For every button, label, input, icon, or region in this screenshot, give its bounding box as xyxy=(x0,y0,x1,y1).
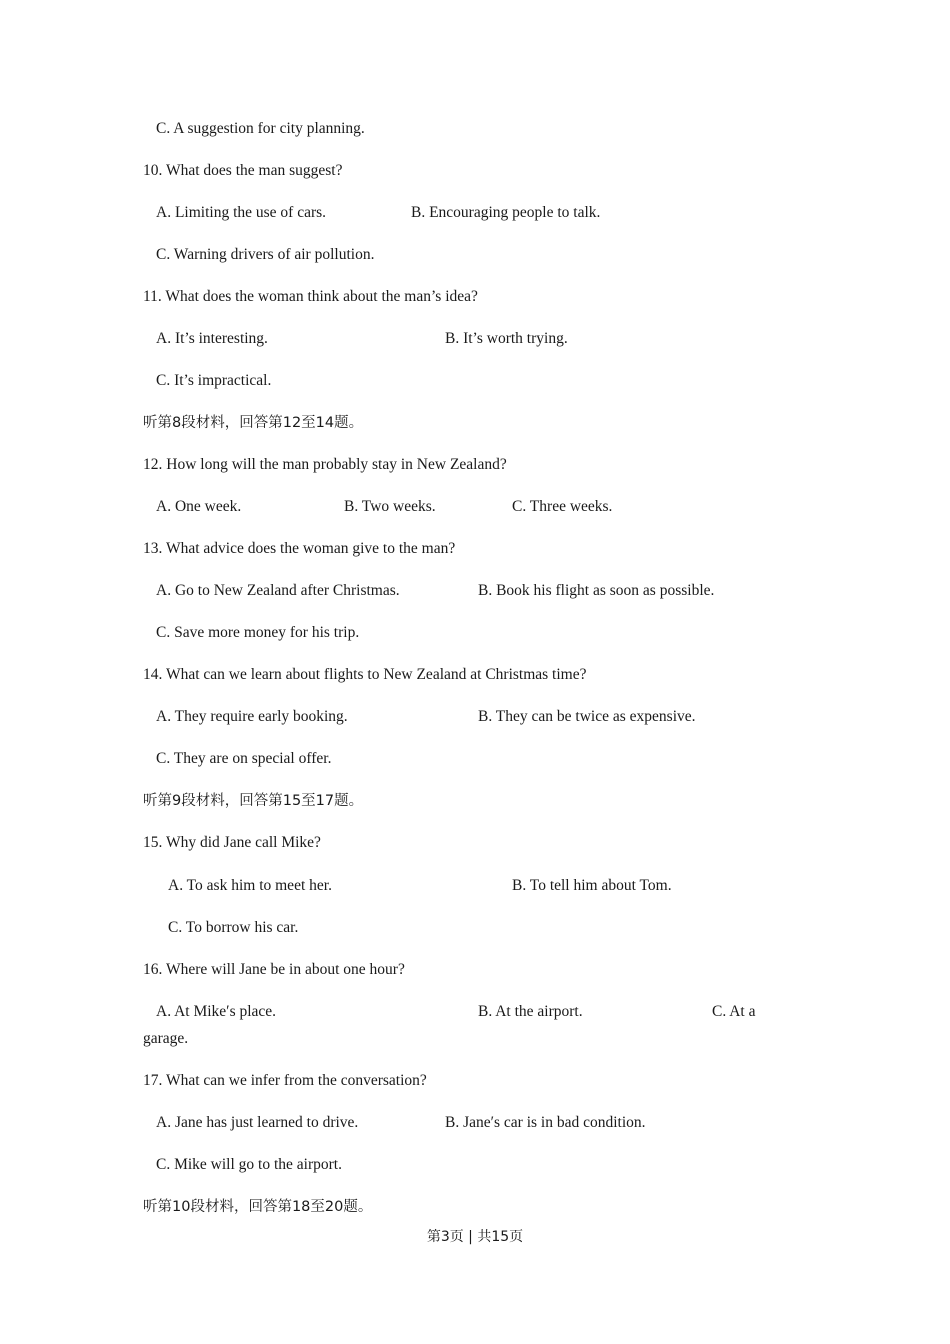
q13-option-b: B. Book his flight as soon as possible. xyxy=(478,582,715,599)
q14-question: 14. What can we learn about flights to New Zealand at Christmas time? xyxy=(143,666,587,683)
q17-question: 17. What can we infer from the conversation? xyxy=(143,1072,427,1089)
q12-option-a: A. One week. xyxy=(156,498,242,515)
q11-option-c: C. It’s impractical. xyxy=(156,372,272,389)
q12-option-c: C. Three weeks. xyxy=(512,498,613,515)
q10-option-b: B. Encouraging people to talk. xyxy=(411,204,601,221)
q10-option-c: C. Warning drivers of air pollution. xyxy=(156,246,375,263)
q10-question: 10. What does the man suggest? xyxy=(143,162,343,179)
section-10-instruction: 听第10段材料，回答第18至20题。 xyxy=(143,1199,373,1215)
q13-question: 13. What advice does the woman give to the man? xyxy=(143,540,456,557)
q15-option-a: A. To ask him to meet her. xyxy=(168,877,332,894)
q16-option-b: B. At the airport. xyxy=(478,1003,583,1020)
q11-question: 11. What does the woman think about the man’s idea? xyxy=(143,288,478,305)
section-8-instruction: 听第8段材料，回答第12至14题。 xyxy=(143,415,364,431)
q12-question: 12. How long will the man probably stay in New Zealand? xyxy=(143,456,507,473)
q16-option-c: C. At a xyxy=(712,1003,756,1020)
q14-option-c: C. They are on special offer. xyxy=(156,750,332,767)
q15-option-b: B. To tell him about Tom. xyxy=(512,877,672,894)
q10-option-a: A. Limiting the use of cars. xyxy=(156,204,327,221)
page-footer: 第3页 | 共15页 xyxy=(426,1229,524,1245)
q14-option-a: A. They require early booking. xyxy=(156,708,348,725)
q9-option-c: C. A suggestion for city planning. xyxy=(156,120,365,137)
q15-option-c: C. To borrow his car. xyxy=(168,919,299,936)
section-9-instruction: 听第9段材料，回答第15至17题。 xyxy=(143,793,364,809)
q16-option-c-continued: garage. xyxy=(143,1030,189,1047)
q12-option-b: B. Two weeks. xyxy=(344,498,436,515)
q17-option-b: B. Jane′s car is in bad condition. xyxy=(445,1114,646,1131)
q14-option-b: B. They can be twice as expensive. xyxy=(478,708,696,725)
q16-question: 16. Where will Jane be in about one hour? xyxy=(143,961,405,978)
q11-option-a: A. It’s interesting. xyxy=(156,330,268,347)
q13-option-a: A. Go to New Zealand after Christmas. xyxy=(156,582,400,599)
q13-option-c: C. Save more money for his trip. xyxy=(156,624,360,641)
q17-option-a: A. Jane has just learned to drive. xyxy=(156,1114,359,1131)
q17-option-c: C. Mike will go to the airport. xyxy=(156,1156,342,1173)
q15-question: 15. Why did Jane call Mike? xyxy=(143,834,321,851)
q16-option-a: A. At Mike′s place. xyxy=(156,1003,277,1020)
q11-option-b: B. It’s worth trying. xyxy=(445,330,568,347)
